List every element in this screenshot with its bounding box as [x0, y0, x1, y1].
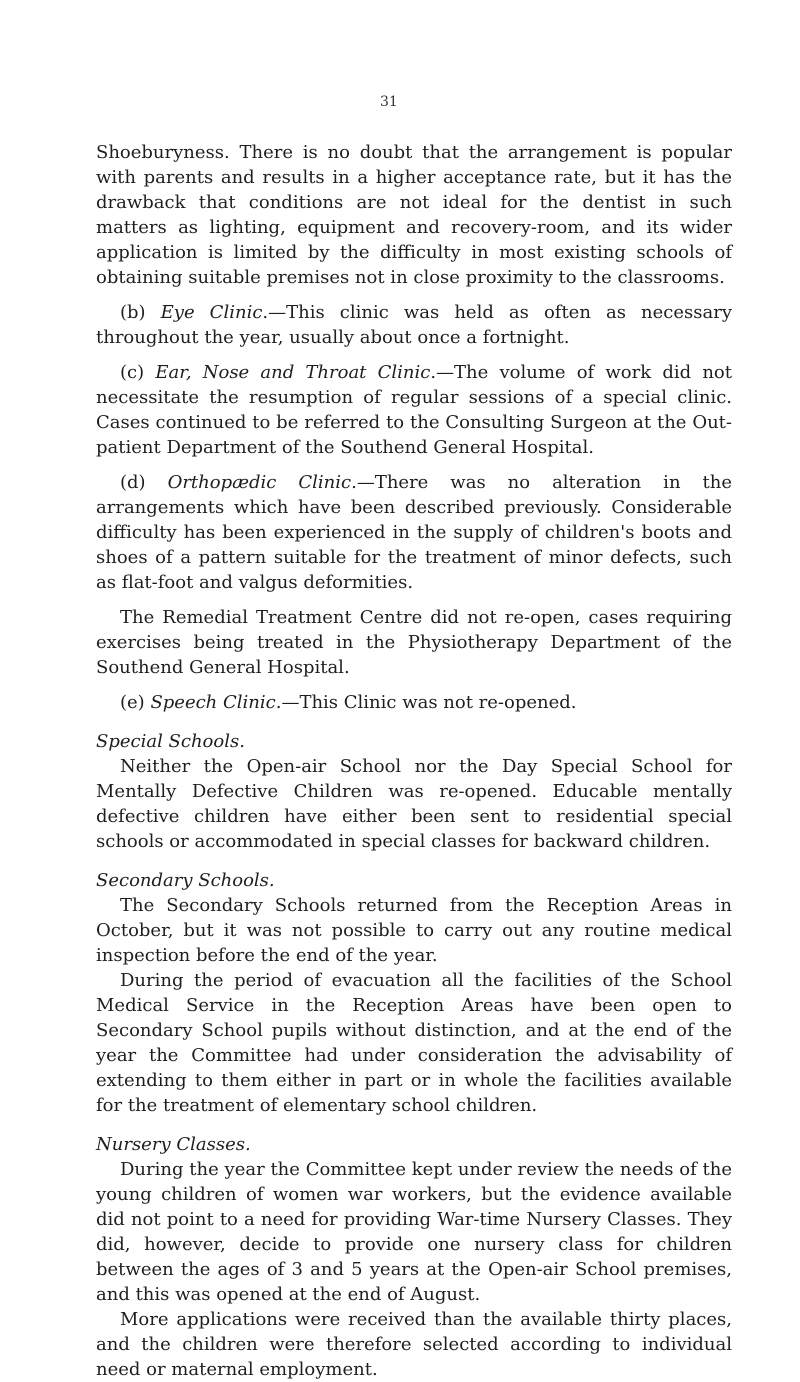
eye-clinic-title: Eye Clinic — [160, 302, 263, 323]
paragraph-secondary-schools-1: The Secondary Schools returned from the Reception Areas in October, but it was not possible to carry out any routine medical inspection before the end of the year. — [96, 895, 732, 966]
paragraph-special-schools: Neither the Open-air School nor the Day Special School for Mentally Defective Children was re-opened. Educable mentally defective children have either been sent to residential special schools or accommodated in special classes for backward children. — [96, 756, 732, 852]
heading-special-schools: Special Schools. — [96, 731, 245, 752]
paragraph-nursery-classes-1: During the year the Committee kept under review the needs of the young children of women war workers, but the evidence available did not point to a need for providing War-time Nursery Classes. They did, however, decide to provide one nursery class for children between the ages of 3 and 5 years at the Open-air School premises, and this was opened at the end of August. — [96, 1159, 732, 1305]
speech-clinic-text: .—This Clinic was not re-opened. — [275, 692, 577, 713]
paragraph-remedial-centre: The Remedial Treatment Centre did not re-open, cases requiring exercises being treated in the Physiotherapy Department of the Southend General Hospital. — [96, 607, 732, 678]
ent-clinic-text: .—The volume of work did not necessitate the resumption of regular sessions of a special clinic. Cases continued to be referred to the Consulting Surgeon at the Out-patient Department of the Southend General Hospital. — [96, 362, 732, 458]
orthopaedic-clinic-title: Orthopædic Clinic — [167, 472, 352, 493]
page-number: 31 — [380, 94, 398, 110]
speech-clinic-title: Speech Clinic — [150, 692, 276, 713]
paragraph-nursery-classes-2: More applications were received than the available thirty places, and the children were therefore selected according to individual need or maternal employment. — [96, 1309, 732, 1380]
paragraph-secondary-schools-2: During the period of evacuation all the facilities of the School Medical Service in the Reception Areas have been open to Secondary School pupils without distinction, and at the end of the year the Committee had under consideration the advisability of extending to them either in part or in whole the facilities available for the treatment of elementary school children. — [96, 970, 732, 1116]
orthopaedic-clinic-text: .—There was no alteration in the arrangements which have been described previously. Considerable difficulty has been experienced in the supply of children's boots and shoes of a pattern suitable for the treatment of minor defects, such as flat-foot and valgus deformities. — [96, 472, 732, 593]
paragraph-orthopaedic-clinic — [96, 470, 732, 595]
document-body — [96, 140, 732, 1382]
speech-clinic-label: (e) — [120, 692, 145, 713]
ent-clinic-label: (c) — [120, 362, 145, 383]
paragraph-dental-arrangement: Shoeburyness. There is no doubt that the arrangement is popular with parents and results in a higher acceptance rate, but it has the drawback that conditions are not ideal for the dentist in such matters as lighting, equipment and recovery-room, and its wider application is limited by the difficulty in most existing schools of obtaining suitable premises not in close proximity to the classrooms. — [96, 142, 732, 288]
eye-clinic-text: .—This clinic was held as often as necessary throughout the year, usually about once a fortnight. — [96, 302, 732, 348]
eye-clinic-label: (b) — [120, 302, 146, 323]
paragraph-speech-clinic — [96, 690, 732, 715]
orthopaedic-clinic-label: (d) — [120, 472, 146, 493]
heading-nursery-classes: Nursery Classes. — [96, 1134, 251, 1155]
heading-secondary-schools: Secondary Schools. — [96, 870, 275, 891]
ent-clinic-title: Ear, Nose and Throat Clinic — [155, 362, 431, 383]
paragraph-eye-clinic — [96, 300, 732, 350]
paragraph-ent-clinic — [96, 360, 732, 460]
